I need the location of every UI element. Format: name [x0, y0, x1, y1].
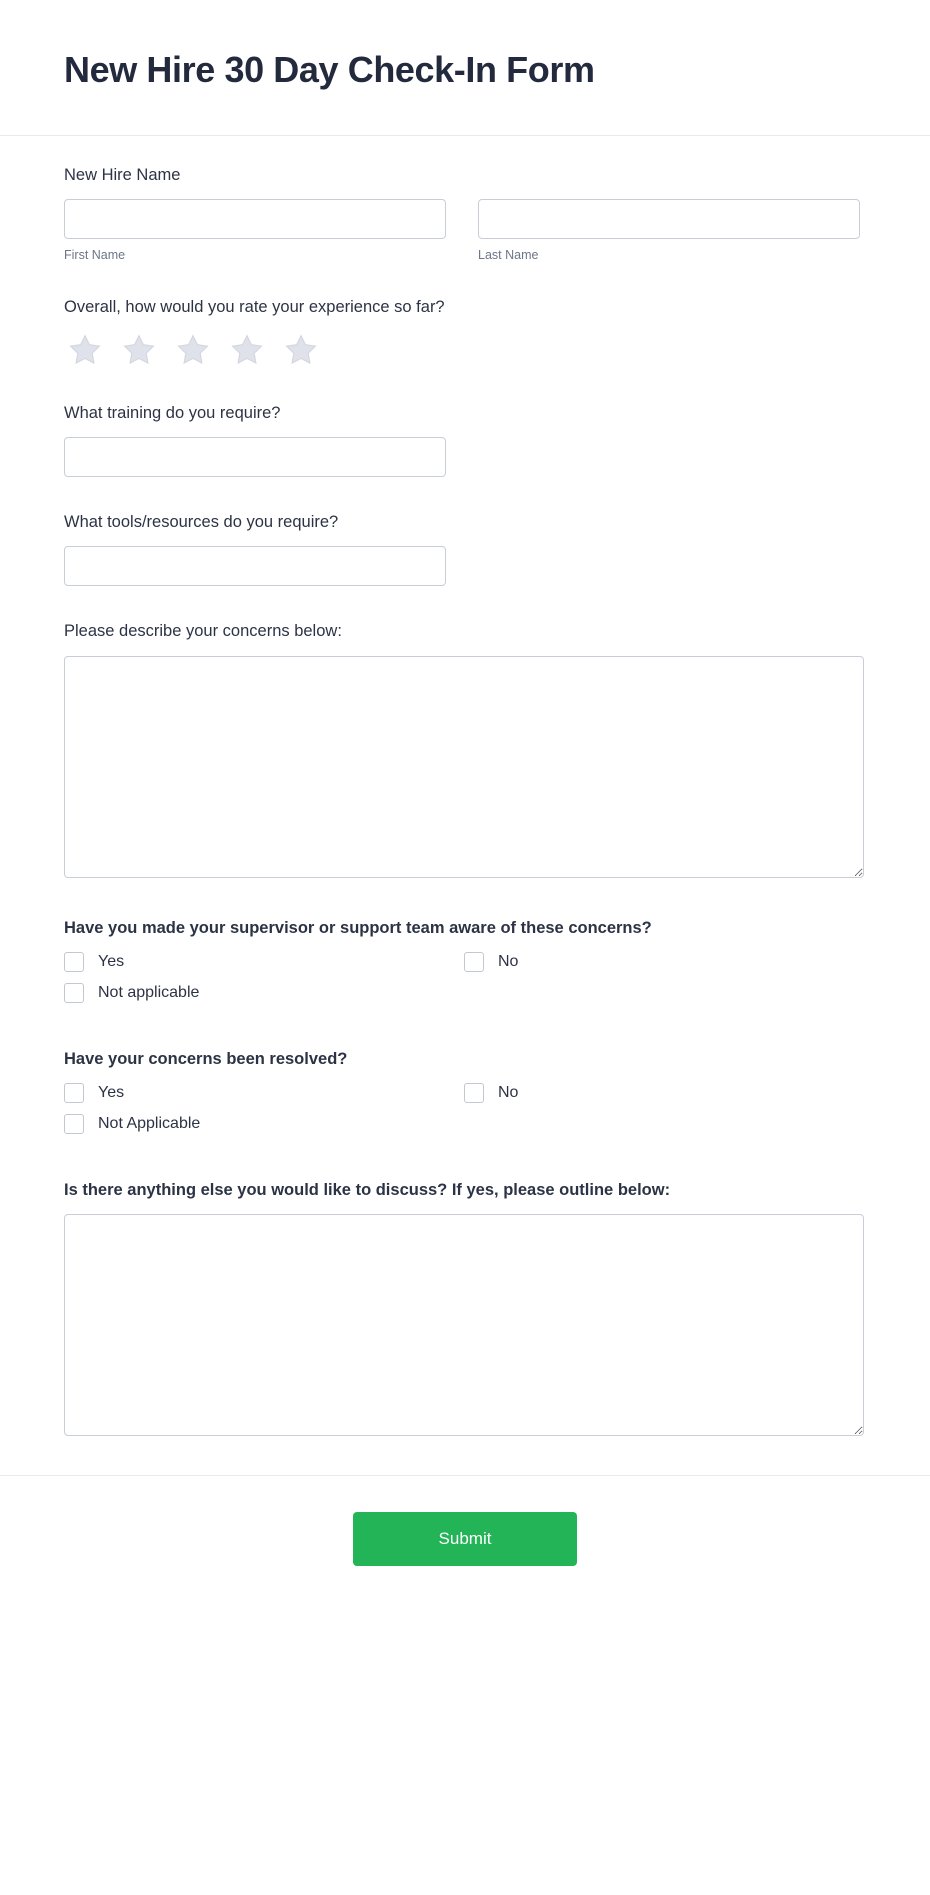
question-label: Please describe your concerns below: [64, 622, 342, 641]
question-label: Have you made your supervisor or support team aware of these concerns? [64, 918, 652, 937]
first-name-input[interactable] [64, 199, 446, 239]
name-row [64, 199, 866, 262]
checkbox-icon[interactable] [64, 1083, 84, 1103]
question-new-hire-name [64, 164, 866, 262]
last-name-group [478, 199, 860, 262]
checkbox-option[interactable] [64, 1083, 464, 1103]
star-icon[interactable] [120, 332, 158, 368]
checkbox-label: Yes [98, 952, 125, 970]
checkbox-label: Yes [98, 1084, 125, 1102]
last-name-input[interactable] [478, 199, 860, 239]
anything-else-textarea[interactable] [64, 1214, 864, 1436]
checkbox-icon[interactable] [64, 983, 84, 1003]
star-icon[interactable] [66, 332, 104, 368]
checkbox-group-resolved [64, 1083, 864, 1145]
checkbox-label: Not Applicable [98, 1115, 201, 1133]
question-supervisor-aware [64, 917, 866, 1014]
training-input[interactable] [64, 437, 446, 477]
checkbox-option[interactable] [64, 1114, 464, 1134]
first-name-sublabel: First Name [64, 248, 126, 263]
form-footer [0, 1475, 930, 1610]
question-label: What tools/resources do you require? [64, 512, 339, 531]
checkbox-option[interactable] [464, 952, 864, 972]
question-anything-else [64, 1179, 866, 1441]
checkbox-option[interactable] [464, 1083, 864, 1103]
question-experience-rating [64, 296, 866, 367]
tools-input[interactable] [64, 546, 446, 586]
question-label: New Hire Name [64, 166, 181, 185]
checkbox-option[interactable] [64, 983, 464, 1003]
checkbox-label: Not applicable [98, 983, 200, 1001]
concerns-textarea[interactable] [64, 656, 864, 878]
star-icon[interactable] [282, 332, 320, 368]
question-label: What training do you require? [64, 403, 281, 422]
checkbox-icon[interactable] [64, 1114, 84, 1134]
last-name-sublabel: Last Name [478, 248, 539, 263]
checkbox-label: No [498, 952, 519, 970]
checkbox-icon[interactable] [464, 1083, 484, 1103]
checkbox-icon[interactable] [464, 952, 484, 972]
form-header [0, 0, 930, 136]
checkbox-icon[interactable] [64, 952, 84, 972]
page-title: New Hire 30 Day Check-In Form [64, 49, 595, 90]
star-rating[interactable] [66, 332, 866, 368]
question-label: Overall, how would you rate your experience so far? [64, 298, 445, 317]
form-body [0, 136, 930, 1441]
first-name-group [64, 199, 446, 262]
question-concerns [64, 620, 866, 882]
question-label: Is there anything else you would like to discuss? If yes, please outline below: [64, 1181, 671, 1200]
checkbox-option[interactable] [64, 952, 464, 972]
question-tools [64, 511, 866, 586]
submit-button[interactable]: Submit [353, 1512, 577, 1566]
checkbox-group-aware [64, 952, 864, 1014]
question-training [64, 402, 866, 477]
question-concerns-resolved [64, 1048, 866, 1145]
checkbox-label: No [498, 1084, 519, 1102]
star-icon[interactable] [174, 332, 212, 368]
question-label: Have your concerns been resolved? [64, 1049, 348, 1068]
star-icon[interactable] [228, 332, 266, 368]
